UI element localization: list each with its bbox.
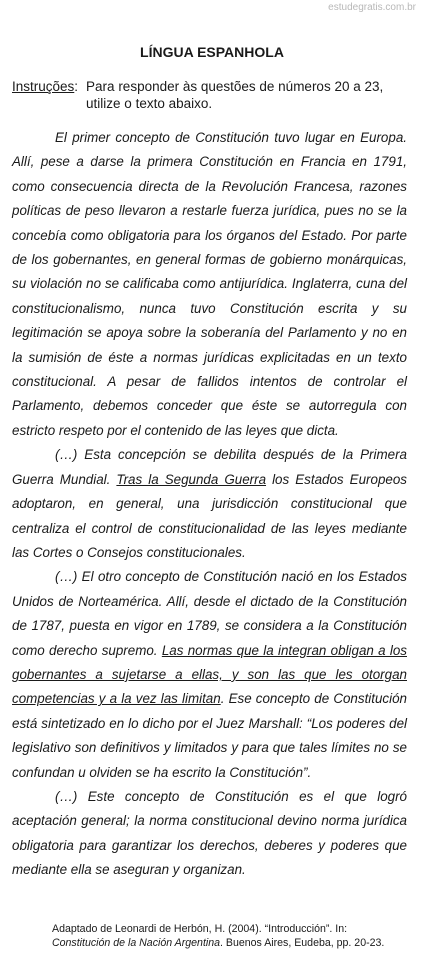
paragraph-4: (…) Este concepto de Constitución es el que logró aceptación general; la norma constitucional devino norma jurídica obligatoria para garantizar los derechos, deberes y poderes que mediante ella se aseguran y organizan. — [12, 788, 407, 878]
paragraph-3 — [12, 565, 407, 785]
instructions-colon: : — [74, 79, 79, 94]
paragraph-2 — [12, 443, 407, 565]
paragraph-2-before: (…) Esta concepción se debilita después de la Primera Guerra Mundial. — [12, 447, 407, 487]
paragraph-1: El primer concepto de Constitución tuvo lugar en Europa. Allí, pese a darse la primera Constitución en Francia en 1791, como consecuencia directa de la Revolución Francesa, razones políticas de peso llevaron a restarle fuerza jurídica, pues no se la concebía como obligatoria para los órganos del Estado. Por parte de los gobernantes, en general formas de gobierno monárquicas, su violación no se calificaba como antijurídica. Inglaterra, cuna del constitucionalismo, nunca tuvo Constitución escrita y su legitimación se apoya sobre la soberanía del Parlamento y no en la sumisión de éste a normas jurídicas explicitadas en un texto constitucional. A pesar de fallidos intentos de controlar el Parlamento, debemos conceder que éste se autorregula con estricto respeto por el contenido de las leyes que dicta. — [12, 130, 407, 438]
page-title: LÍNGUA ESPANHOLA — [140, 44, 284, 60]
passage — [12, 126, 407, 883]
citation-line-1: Adaptado de Leonardi de Herbón, H. (2004). “Introducción”. In: — [52, 923, 348, 935]
paragraph-2-after: los Estados Europeos adoptaron, en general, una jurisdicción constitucional que centraliza el control de constitucionalidad de las leyes mediante las Cortes o Consejos constitucionales. — [12, 471, 407, 560]
citation-book-title: Constitución de la Nación Argentina — [52, 937, 221, 949]
underlined-sentence: Las normas que la integran obligan a los gobernantes a sujetarse a ellas, y son las que les otorgan competencias y a la vez las limitan — [12, 642, 407, 707]
citation-publisher: . Buenos Aires, Eudeba, pp. 20-23. — [220, 937, 385, 949]
instructions — [12, 78, 412, 112]
citation-line-2 — [52, 936, 418, 950]
watermark: estudegratis.com.br — [328, 2, 416, 13]
paragraph-3-before: (…) El otro concepto de Constitución nació en los Estados Unidos de Norteamérica. Allí, desde el dictado de la Constitución de 1787, puesta en vigor en 1789, se considera a la Constitución como derecho supremo. — [12, 569, 407, 658]
underlined-phrase: Tras la Segunda Guerra — [116, 471, 267, 487]
instructions-text: Para responder às questões de números 20 a 23, utilize o texto abaixo. — [86, 79, 384, 111]
instructions-label: Instruções — [12, 79, 75, 94]
source-citation — [52, 922, 418, 950]
paragraph-3-after: . Ese concepto de Constitución está sintetizado en lo dicho por el Juez Marshall: “Los poderes del legislativo son definitivos y limitados y para que tales límites no se confundan u olviden se ha escrito la Constitución”. — [12, 691, 408, 780]
